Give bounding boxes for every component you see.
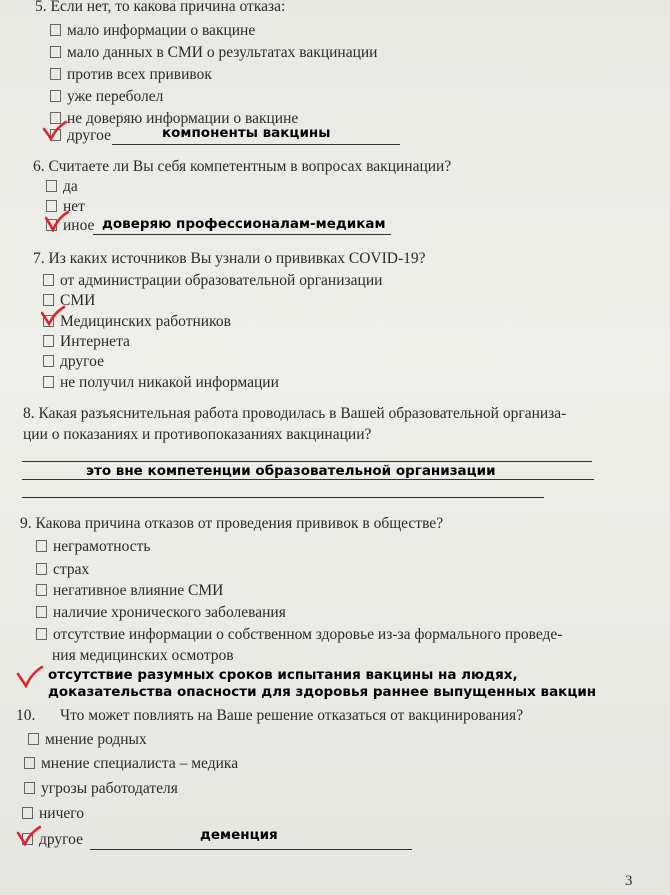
q7-option-4[interactable] [43,333,130,351]
q5-handwritten-answer: компоненты вакцины [162,125,331,141]
checkbox[interactable] [50,68,61,80]
answer-line [90,849,412,850]
option-label: другое [39,831,83,848]
answer-line [112,144,400,145]
option-label: иное [63,217,95,234]
q5-option-1[interactable] [50,22,255,40]
checkbox[interactable] [43,274,54,286]
checkmark-icon [16,665,44,689]
checkmark-icon [42,120,68,142]
option-label: угрозы работодателя [41,780,178,797]
q6-handwritten-answer: доверяю профессионалам-медикам [102,216,386,232]
q7-title: 7. Из каких источников Вы узнали о прививках COVID-19? [33,250,426,267]
q8-handwritten-answer: это вне компетенции образовательной организации [86,463,496,479]
checkbox[interactable] [43,376,54,388]
checkmark-icon [40,305,66,327]
option-label: другое [67,127,111,144]
option-label: мнение родных [45,731,147,748]
q5-option-2[interactable] [50,44,377,62]
q10-option-2[interactable] [24,755,238,773]
option-label: ничего [39,805,84,822]
option-label: против всех прививок [67,66,212,83]
checkbox[interactable] [36,628,47,640]
option-label: отсутствие информации о собственном здоровье из-за формального проведе- [53,626,563,643]
answer-line [22,461,592,462]
option-label: от администрации образовательной организации [60,272,383,289]
checkbox[interactable] [50,46,61,58]
option-label: уже переболел [67,88,164,105]
answer-line [93,234,391,235]
checkbox[interactable] [50,90,61,102]
option-label: не доверяю информации о вакцине [67,110,299,127]
checkbox[interactable] [43,355,54,367]
q7-option-3[interactable] [43,313,231,331]
q9-option-2[interactable] [36,561,89,579]
checkbox[interactable] [24,757,35,769]
checkbox[interactable] [36,606,47,618]
q7-option-6[interactable] [43,374,279,392]
checkmark-icon [16,825,42,847]
q8-title-line2: ции о показаниях и противопоказаниях вакцинации? [23,426,372,443]
answer-line [22,479,594,480]
answer-line [22,497,544,498]
q9-option-5[interactable] [36,626,562,644]
q9-option-5-continued: ния медицинских осмотров [52,647,234,664]
q9-option-1[interactable] [36,538,150,556]
option-label: неграмотность [53,538,151,555]
page-number: 3 [625,873,633,889]
q9-option-3[interactable] [36,582,223,600]
q6-title: 6. Считаете ли Вы себя компетентным в вопросах вакцинации? [33,158,452,175]
q9-title: 9. Какова причина отказов от проведения прививок в обществе? [20,515,444,532]
option-label: Интернета [60,333,130,350]
checkbox[interactable] [22,807,33,819]
q10-option-1[interactable] [28,731,147,749]
checkbox[interactable] [28,733,39,745]
q10-option-3[interactable] [24,780,178,798]
q5-title: 5. Если нет, то какова причина отказа: [35,0,286,15]
option-label: наличие хронического заболевания [53,604,286,621]
option-label: Медицинских работников [60,313,231,330]
option-label: страх [53,561,90,578]
q5-option-3[interactable] [50,66,212,84]
q5-option-4[interactable] [50,88,163,106]
option-label: мало информации о вакцине [67,22,256,39]
q10-option-4[interactable] [22,805,84,823]
q10-title: Что может повлиять на Ваше решение отказаться от вакцинирования? [60,707,524,724]
option-label: мало данных в СМИ о результатах вакцинации [67,44,378,61]
q10-number: 10. [16,707,36,724]
q8-title-line1: 8. Какая разъяснительная работа проводилась в Вашей образовательной организа- [23,405,567,422]
option-label: негативное влияние СМИ [53,582,224,599]
option-label: СМИ [60,292,96,309]
option-label: да [63,178,78,195]
checkbox[interactable] [50,24,61,36]
checkbox[interactable] [36,584,47,596]
option-label: нет [63,198,85,215]
q9-handwritten-answer-line1: отсутствие разумных сроков испытания вакцины на людях, [48,667,518,683]
q6-option-1[interactable] [46,178,78,196]
checkbox[interactable] [43,335,54,347]
q9-handwritten-answer-line2: доказательства опасности для здоровья раннее выпущенных вакцин [48,684,597,700]
q7-option-1[interactable] [43,272,382,290]
option-label: другое [60,353,104,370]
q9-option-4[interactable] [36,604,286,622]
checkbox[interactable] [36,563,47,575]
checkbox[interactable] [36,540,47,552]
checkbox[interactable] [24,782,35,794]
q7-option-5[interactable] [43,353,104,371]
option-label: не получил никакой информации [60,374,279,391]
checkbox[interactable] [46,180,57,192]
option-label: мнение специалиста – медика [41,755,239,772]
q10-handwritten-answer: деменция [200,827,278,843]
checkmark-icon [44,210,70,232]
